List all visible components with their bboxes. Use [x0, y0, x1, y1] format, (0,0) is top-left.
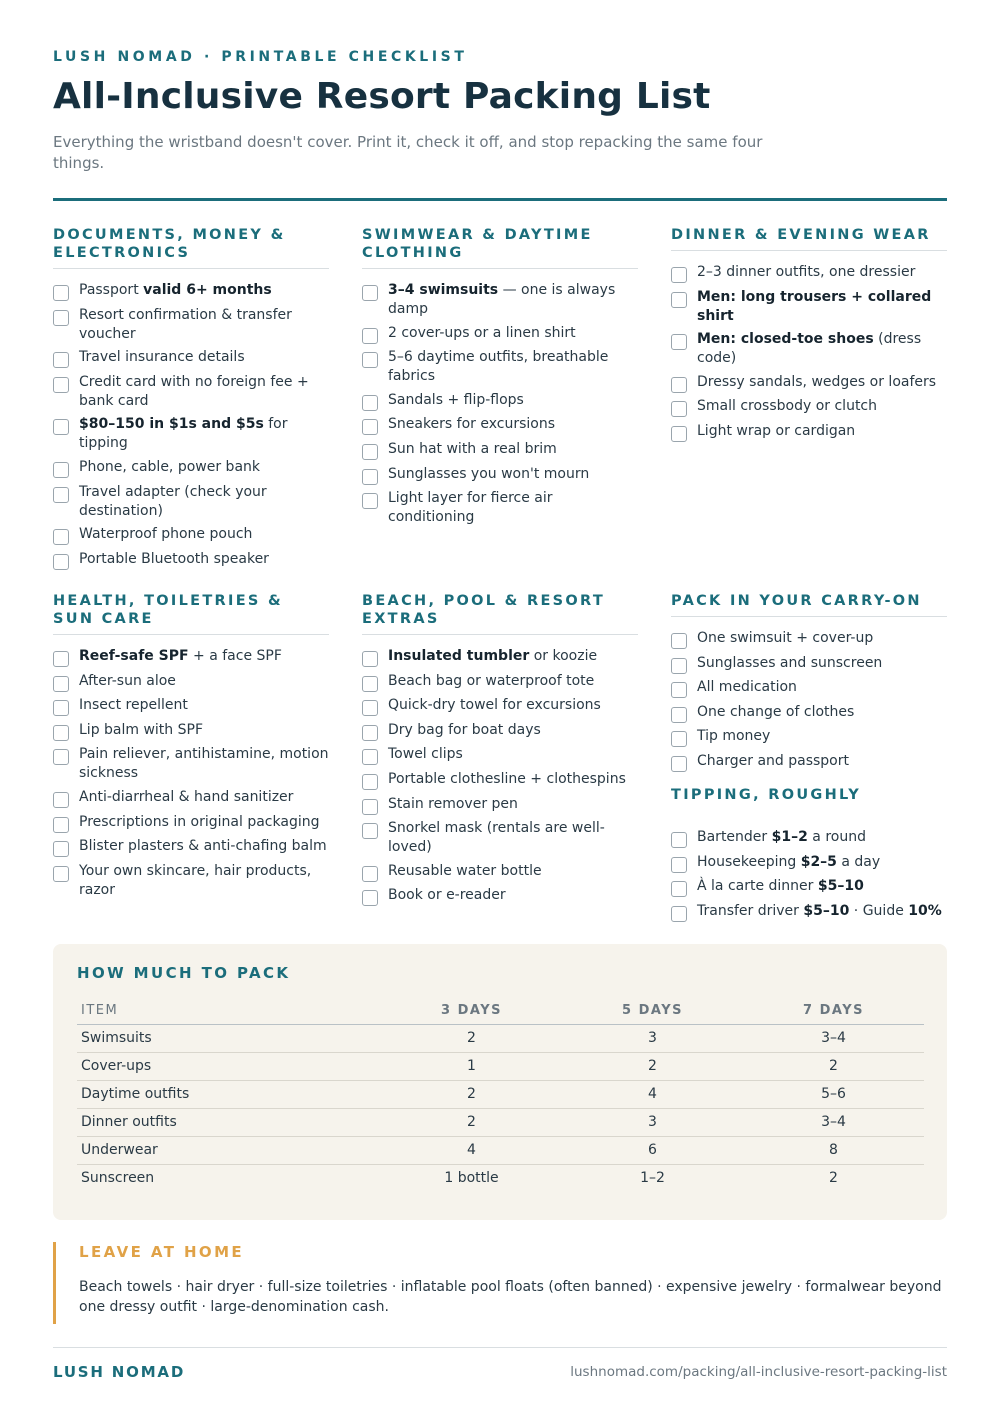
- item-label: Anti-diarrheal & hand sanitizer: [79, 788, 294, 805]
- checkbox-icon[interactable]: [53, 700, 69, 716]
- checkbox-icon[interactable]: [53, 749, 69, 765]
- column-header: 5 DAYS: [562, 1000, 743, 1024]
- item-label: One change of clothes: [697, 703, 855, 720]
- checklist-item: [53, 647, 329, 667]
- section-health: [53, 592, 329, 904]
- footer-url-link[interactable]: lushnomad.com/packing/all-inclusive-resort-packing-list: [570, 1364, 947, 1380]
- item-label: Beach bag or waterproof tote: [388, 672, 595, 689]
- section-heading: BEACH, POOL & RESORT EXTRAS: [362, 592, 638, 635]
- checklist-item: [671, 678, 947, 698]
- checkbox-icon[interactable]: [671, 267, 687, 283]
- checklist: [362, 647, 638, 906]
- footer-brand: LUSH NOMAD: [53, 1363, 186, 1381]
- section-documents: [53, 226, 329, 574]
- checklist-item: [671, 330, 947, 368]
- checkbox-icon[interactable]: [362, 419, 378, 435]
- checklist-item: [671, 373, 947, 393]
- checkbox-icon[interactable]: [362, 328, 378, 344]
- item-label: Tip money: [697, 728, 771, 745]
- table-cell: 4: [562, 1080, 743, 1108]
- checkbox-icon[interactable]: [362, 725, 378, 741]
- table-cell: Daytime outfits: [77, 1080, 381, 1108]
- item-label: À la carte dinner $5–10: [697, 878, 864, 895]
- item-label: Lip balm with SPF: [79, 721, 204, 738]
- checklist: [53, 647, 329, 900]
- item-label: 3–4 swimsuits — one is always damp: [388, 282, 616, 317]
- item-label: Dry bag for boat days: [388, 721, 541, 738]
- item-label: Stain remover pen: [388, 795, 518, 812]
- section-heading: DINNER & EVENING WEAR: [671, 226, 947, 251]
- checklist-item: [362, 862, 638, 882]
- checkbox-icon[interactable]: [53, 529, 69, 545]
- checkbox-icon[interactable]: [362, 469, 378, 485]
- checklist-item: [53, 862, 329, 900]
- checklist-item: [362, 647, 638, 667]
- item-label: Reusable water bottle: [388, 862, 542, 879]
- checkbox-icon[interactable]: [671, 682, 687, 698]
- checkbox-icon[interactable]: [362, 774, 378, 790]
- checkbox-icon[interactable]: [671, 377, 687, 393]
- table-cell: Dinner outfits: [77, 1108, 381, 1136]
- item-label: Towel clips: [388, 746, 463, 763]
- item-label: Housekeeping $2–5 a day: [697, 853, 881, 870]
- section-dinner: [671, 226, 947, 447]
- item-label: Portable Bluetooth speaker: [79, 550, 269, 567]
- item-label: After-sun aloe: [79, 672, 176, 689]
- table-cell: 6: [562, 1136, 743, 1164]
- checklist-item: [671, 654, 947, 674]
- section-heading: SWIMWEAR & DAYTIME CLOTHING: [362, 226, 638, 269]
- checklist-item: [362, 721, 638, 741]
- page-title: All-Inclusive Resort Packing List: [53, 76, 711, 117]
- table-cell: 2: [562, 1052, 743, 1080]
- leave-at-home-callout: [53, 1242, 947, 1324]
- item-label: Resort confirmation & transfer voucher: [79, 306, 292, 342]
- checklist-item: [671, 629, 947, 649]
- checklist-item: [671, 288, 947, 326]
- table-row: [77, 1136, 924, 1164]
- item-label: Men: closed-toe shoes (dress code): [697, 331, 922, 367]
- item-label: Book or e-reader: [388, 887, 506, 904]
- item-label: Your own skincare, hair products, razor: [79, 862, 312, 898]
- eyebrow: LUSH NOMAD · PRINTABLE CHECKLIST: [53, 49, 468, 65]
- checklist-item: [671, 263, 947, 283]
- item-label: Men: long trousers + collared shirt: [697, 288, 932, 324]
- checklist-item: [362, 415, 638, 435]
- checklist-item: [362, 391, 638, 411]
- checklist: [53, 281, 329, 570]
- checklist-item: [362, 696, 638, 716]
- table-cell: Cover-ups: [77, 1052, 381, 1080]
- header-divider: [53, 198, 947, 201]
- checklist-item: [53, 348, 329, 368]
- table-cell: 1–2: [640, 1170, 665, 1187]
- checkbox-icon[interactable]: [53, 487, 69, 503]
- checkbox-icon[interactable]: [53, 792, 69, 808]
- checklist-item: [362, 819, 638, 857]
- callout-text: Beach towels · hair dryer · full-size toiletries · inflatable pool floats (often banned) · expensive jewelry · formalwear beyond one dressy outfit · large-denomination cash.: [79, 1279, 942, 1315]
- item-label: Small crossbody or clutch: [697, 398, 877, 415]
- checkbox-icon[interactable]: [671, 756, 687, 772]
- checkbox-icon[interactable]: [53, 462, 69, 478]
- table-cell: 3: [562, 1108, 743, 1136]
- table-cell: 3: [562, 1024, 743, 1052]
- table-cell: 5–6: [743, 1080, 924, 1108]
- checkbox-icon[interactable]: [671, 401, 687, 417]
- item-label: Bartender $1–2 a round: [697, 829, 866, 845]
- checklist-item: [362, 886, 638, 906]
- checkbox-icon[interactable]: [671, 857, 687, 873]
- item-label: 2–3 dinner outfits, one dressier: [697, 264, 916, 280]
- checklist-item: [362, 440, 638, 460]
- table-row: [77, 1108, 924, 1136]
- checkbox-icon[interactable]: [362, 352, 378, 368]
- checkbox-icon[interactable]: [671, 334, 687, 350]
- checklist-item: [362, 348, 638, 386]
- table-cell: 3–4: [743, 1024, 924, 1052]
- item-label: $80–150 in $1s and $5s for tipping: [79, 416, 288, 452]
- checkbox-icon[interactable]: [53, 817, 69, 833]
- item-label: Dressy sandals, wedges or loafers: [697, 373, 937, 390]
- section-heading: DOCUMENTS, MONEY & ELECTRONICS: [53, 226, 329, 269]
- table-cell: 1 bottle: [444, 1170, 499, 1187]
- page: [53, 0, 947, 1414]
- checklist: [671, 263, 947, 442]
- checkbox-icon[interactable]: [671, 707, 687, 723]
- item-label: Travel insurance details: [79, 349, 245, 366]
- item-label: Light layer for fierce air conditioning: [388, 490, 553, 526]
- how-much-to-pack-panel: [53, 944, 947, 1220]
- checklist-item: [362, 281, 638, 319]
- table-cell: 2: [829, 1170, 838, 1187]
- checklist-item: [53, 483, 329, 521]
- section-swimwear: [362, 226, 638, 532]
- item-label: Quick-dry towel for excursions: [388, 697, 601, 714]
- item-label: All medication: [697, 679, 797, 696]
- item-label: Prescriptions in original packaging: [79, 813, 320, 830]
- checkbox-icon[interactable]: [671, 731, 687, 747]
- table-cell: 2: [743, 1052, 924, 1080]
- checkbox-icon[interactable]: [362, 749, 378, 765]
- checkbox-icon[interactable]: [362, 285, 378, 301]
- item-label: Credit card with no foreign fee + bank card: [79, 373, 309, 409]
- checklist: [362, 281, 638, 527]
- checklist-item: [671, 703, 947, 723]
- checkbox-icon[interactable]: [53, 419, 69, 435]
- item-label: Insulated tumbler or koozie: [388, 648, 598, 664]
- checkbox-icon[interactable]: [53, 676, 69, 692]
- checklist-item: [671, 422, 947, 442]
- checkbox-icon[interactable]: [362, 676, 378, 692]
- checkbox-icon[interactable]: [671, 292, 687, 308]
- section-tipping: [671, 786, 947, 926]
- table-cell: 2: [381, 1080, 562, 1108]
- callout-heading: LEAVE AT HOME: [79, 1243, 245, 1261]
- checkbox-icon[interactable]: [362, 866, 378, 882]
- checklist-item: [53, 837, 329, 857]
- checklist-item: [671, 397, 947, 417]
- checklist-item: [53, 745, 329, 783]
- checkbox-icon[interactable]: [362, 799, 378, 815]
- checkbox-icon[interactable]: [53, 554, 69, 570]
- column-header: 7 DAYS: [743, 1000, 924, 1024]
- footer-divider: [53, 1347, 947, 1348]
- column-header: ITEM: [77, 1000, 381, 1024]
- table-cell: 8: [743, 1136, 924, 1164]
- section-beach: [362, 592, 638, 911]
- checkbox-icon[interactable]: [53, 285, 69, 301]
- checklist-item: [362, 770, 638, 790]
- checkbox-icon[interactable]: [671, 832, 687, 848]
- checklist-item: [671, 877, 947, 897]
- item-label: One swimsuit + cover-up: [697, 630, 874, 646]
- table-header-row: [77, 1000, 924, 1024]
- table-cell: Sunscreen: [81, 1170, 155, 1187]
- item-label: Snorkel mask (rentals are well-loved): [388, 820, 605, 856]
- checkbox-icon[interactable]: [671, 906, 687, 922]
- checklist-item: [362, 745, 638, 765]
- table-cell: 1: [381, 1052, 562, 1080]
- item-label: Pain reliever, antihistamine, motion sickness: [79, 746, 329, 782]
- section-heading: HEALTH, TOILETRIES & SUN CARE: [53, 592, 329, 635]
- checkbox-icon[interactable]: [53, 377, 69, 393]
- table-cell: 2: [381, 1024, 562, 1052]
- checkbox-icon[interactable]: [362, 890, 378, 906]
- item-label: Passport valid 6+ months: [79, 282, 272, 298]
- checklist-item: [362, 672, 638, 692]
- page-subtitle: Everything the wristband doesn't cover. Print it, check it off, and stop repacking the same four things.: [53, 133, 763, 172]
- item-label: Blister plasters & anti-chafing balm: [79, 838, 327, 855]
- checklist-item: [53, 788, 329, 808]
- item-label: Sandals + flip-flops: [388, 391, 524, 408]
- section-heading: TIPPING, ROUGHLY: [671, 787, 862, 803]
- checklist-item: [362, 465, 638, 485]
- checklist-item: [53, 696, 329, 716]
- checklist-item: [53, 672, 329, 692]
- checklist-item: [671, 828, 947, 848]
- item-label: Charger and passport: [697, 752, 849, 769]
- checkbox-icon[interactable]: [362, 395, 378, 411]
- checkbox-icon[interactable]: [53, 352, 69, 368]
- table-cell: 3–4: [743, 1108, 924, 1136]
- table-cell: Underwear: [77, 1136, 381, 1164]
- panel-heading: HOW MUCH TO PACK: [77, 964, 291, 982]
- item-label: Sneakers for excursions: [388, 416, 556, 433]
- checklist-item: [53, 306, 329, 344]
- checkbox-icon[interactable]: [362, 651, 378, 667]
- table-row: [77, 1164, 924, 1192]
- section-heading: PACK IN YOUR CARRY-ON: [671, 592, 947, 617]
- column-header: 3 DAYS: [381, 1000, 562, 1024]
- checkbox-icon[interactable]: [362, 493, 378, 509]
- checkbox-icon[interactable]: [362, 823, 378, 839]
- item-label: Portable clothesline + clothespins: [388, 770, 626, 787]
- checklist-item: [53, 550, 329, 570]
- checklist: [671, 629, 947, 772]
- checklist-item: [362, 795, 638, 815]
- table-row: [77, 1024, 924, 1052]
- checkbox-icon[interactable]: [53, 841, 69, 857]
- checkbox-icon[interactable]: [671, 426, 687, 442]
- item-label: Sunglasses you won't mourn: [388, 465, 590, 482]
- checkbox-icon[interactable]: [53, 866, 69, 882]
- checklist-item: [53, 813, 329, 833]
- item-label: Transfer driver $5–10 · Guide 10%: [697, 902, 942, 919]
- checkbox-icon[interactable]: [362, 700, 378, 716]
- checklist-item: [671, 902, 947, 922]
- checklist-item: [671, 752, 947, 772]
- checklist-item: [362, 489, 638, 527]
- item-label: Reef-safe SPF + a face SPF: [79, 648, 282, 664]
- checkbox-icon[interactable]: [671, 881, 687, 897]
- checkbox-icon[interactable]: [53, 310, 69, 326]
- quantity-table: [77, 1000, 924, 1192]
- item-label: Travel adapter (check your destination): [79, 483, 267, 519]
- table-row: [77, 1052, 924, 1080]
- checkbox-icon[interactable]: [53, 651, 69, 667]
- checklist-item: [362, 324, 638, 344]
- checkbox-icon[interactable]: [362, 444, 378, 460]
- item-label: Sunglasses and sunscreen: [697, 654, 883, 671]
- checkbox-icon[interactable]: [53, 725, 69, 741]
- checklist-item: [53, 281, 329, 301]
- checklist: [671, 828, 947, 922]
- checklist-item: [671, 727, 947, 747]
- table-row: [77, 1080, 924, 1108]
- item-label: Waterproof phone pouch: [79, 526, 253, 543]
- checkbox-icon[interactable]: [671, 658, 687, 674]
- item-label: Sun hat with a real brim: [388, 440, 557, 457]
- checklist-item: [53, 721, 329, 741]
- item-label: 5–6 daytime outfits, breathable fabrics: [388, 349, 609, 385]
- checklist-item: [53, 525, 329, 545]
- item-label: Phone, cable, power bank: [79, 458, 261, 475]
- checklist-item: [53, 373, 329, 411]
- item-label: 2 cover-ups or a linen shirt: [388, 324, 576, 341]
- item-label: Light wrap or cardigan: [697, 422, 856, 439]
- checklist-item: [671, 853, 947, 873]
- item-label: Insect repellent: [79, 697, 188, 714]
- section-carry-on: [671, 592, 947, 777]
- table-cell: 4: [381, 1136, 562, 1164]
- checklist-item: [53, 415, 329, 453]
- checklist-item: [53, 458, 329, 478]
- checkbox-icon[interactable]: [671, 633, 687, 649]
- table-cell: 2: [381, 1108, 562, 1136]
- table-cell: Swimsuits: [77, 1024, 381, 1052]
